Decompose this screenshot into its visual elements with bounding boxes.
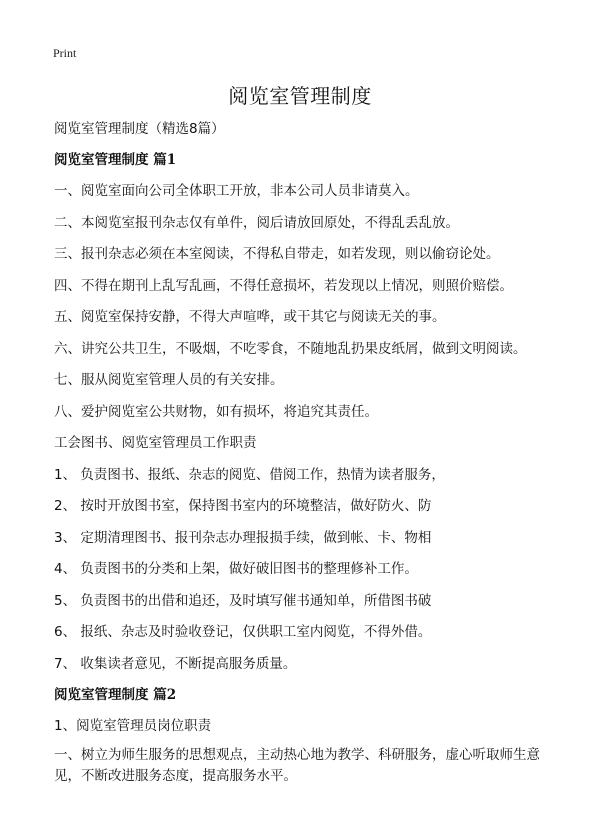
duty-line: 3、 定期清理图书、报刊杂志办理报损手续，做到帐、卡、物相 [54, 530, 432, 546]
duty-line: 7、 收集读者意见，不断提高服务质量。 [54, 656, 297, 672]
duty-line: 6、 报纸、杂志及时验收登记，仅供职工室内阅览，不得外借。 [54, 624, 432, 640]
document-subtitle: 阅览室管理制度（精选8篇） [54, 121, 225, 137]
duty-line: 2、 按时开放图书室，保持图书室内的环境整洁，做好防火、防 [54, 498, 432, 514]
section-heading-2: 阅览室管理制度 篇2 [54, 687, 177, 703]
rule-line: 一、阅览室面向公司全体职工开放，非本公司人员非请莫入。 [54, 183, 419, 199]
duty-line: 5、 负责图书的出借和追还，及时填写催书通知单，所借图书破 [54, 593, 432, 609]
section-heading-1: 阅览室管理制度 篇1 [54, 152, 177, 168]
rule-line: 三、报刊杂志必须在本室阅读，不得私自带走，如若发现，则以偷窃论处。 [54, 246, 500, 262]
document-title: 阅览室管理制度 [228, 84, 372, 108]
duty-line: 1、 负责图书、报纸、杂志的阅览、借阅工作，热情为读者服务， [54, 467, 445, 483]
rule-line: 四、不得在期刊上乱写乱画，不得任意损坏，若发现以上情况，则照价赔偿。 [54, 278, 513, 294]
rule-line: 七、服从阅览室管理人员的有关安排。 [54, 372, 284, 388]
duty-title: 1、阅览室管理员岗位职责 [54, 718, 212, 734]
duty-paragraph: 一、树立为师生服务的思想观点，主动热心地为教学、科研服务，虚心听取师生意见，不断改进服务态度，提高服务水平。 [54, 747, 540, 784]
rule-line: 五、阅览室保持安静，不得大声喧哗，或干其它与阅读无关的事。 [54, 309, 446, 325]
rule-line: 六、讲究公共卫生，不吸烟，不吃零食，不随地乱扔果皮纸屑，做到文明阅读。 [54, 341, 527, 357]
duty-line: 4、 负责图书的分类和上架，做好破旧图书的整理修补工作。 [54, 561, 418, 577]
print-link[interactable]: Print [53, 46, 77, 60]
rule-line: 二、本阅览室报刊杂志仅有单件，阅后请放回原处，不得乱丢乱放。 [54, 215, 459, 231]
subsection-title: 工会图书、阅览室管理员工作职责 [54, 435, 257, 451]
rule-line: 八、爱护阅览室公共财物，如有损坏，将追究其责任。 [54, 404, 378, 420]
